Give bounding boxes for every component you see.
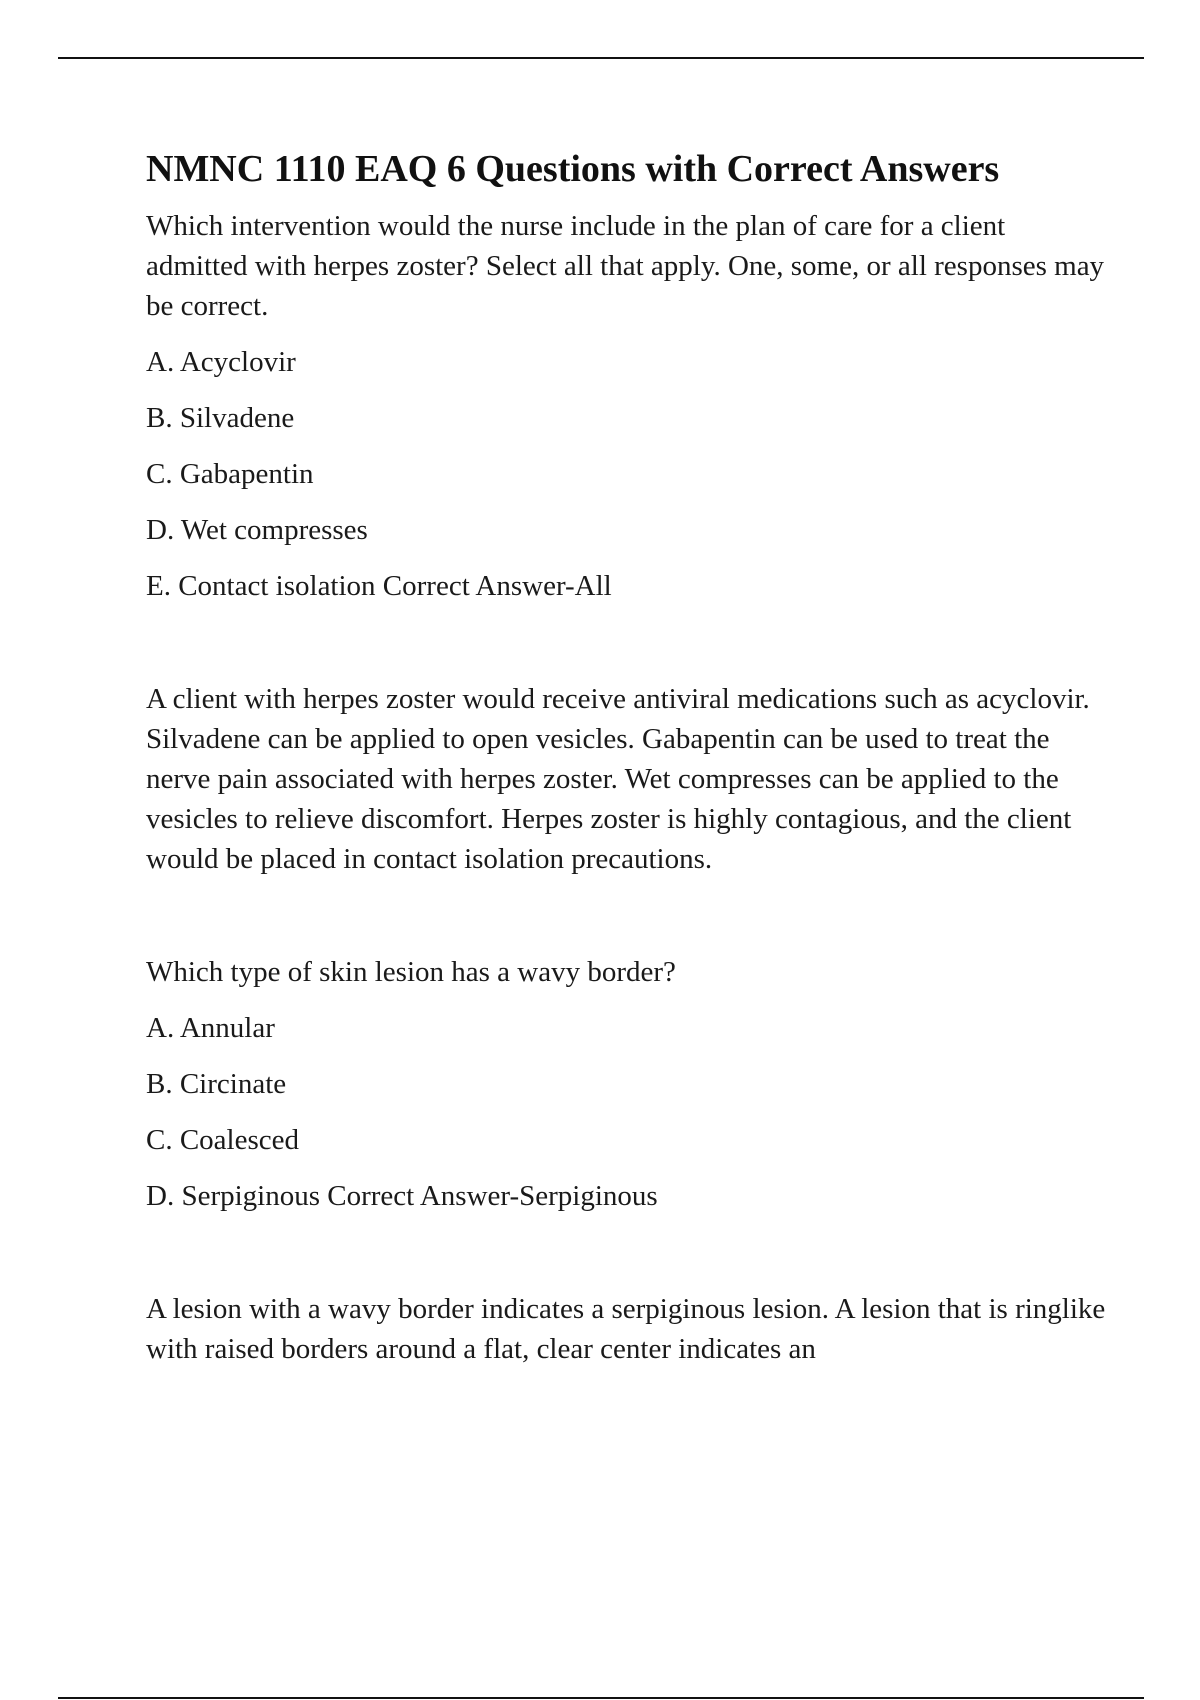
document-title: NMNC 1110 EAQ 6 Questions with Correct Answers [146, 148, 1000, 190]
question-1-option-d: D. Wet compresses [146, 514, 368, 546]
question-2-option-a: A. Annular [146, 1012, 275, 1044]
document-body [146, 144, 1106, 1369]
question-1-explanation: A client with herpes zoster would receive antiviral medications such as acyclovir. Silvadene can be applied to open vesicles. Gabapentin can be used to treat the nerve pain associated with herpes zoster. Wet compresses can be applied to the vesicles to relieve discomfort. Herpes zoster is highly contagious, and the client would be placed in contact isolation precautions. [146, 683, 1090, 875]
question-2-option-b: B. Circinate [146, 1068, 287, 1100]
bottom-divider [58, 1697, 1144, 1699]
top-divider [58, 57, 1144, 59]
question-1-option-c: C. Gabapentin [146, 458, 314, 490]
question-1-prompt: Which intervention would the nurse include in the plan of care for a client admitted with herpes zoster? Select all that apply. One, some, or all responses may be correct. [146, 210, 1105, 322]
question-1-options [146, 342, 1106, 606]
question-2-explanation: A lesion with a wavy border indicates a serpiginous lesion. A lesion that is ringlike with raised borders around a flat, clear center indicates an [146, 1293, 1106, 1365]
question-2-options [146, 1008, 1106, 1216]
question-1-option-b: B. Silvadene [146, 402, 295, 434]
question-1-option-a: A. Acyclovir [146, 346, 296, 378]
question-2-option-c: C. Coalesced [146, 1124, 300, 1156]
question-1-option-e: E. Contact isolation Correct Answer-All [146, 570, 612, 602]
question-2-option-d: D. Serpiginous Correct Answer-Serpiginous [146, 1180, 658, 1212]
question-2-prompt: Which type of skin lesion has a wavy border? [146, 956, 676, 988]
